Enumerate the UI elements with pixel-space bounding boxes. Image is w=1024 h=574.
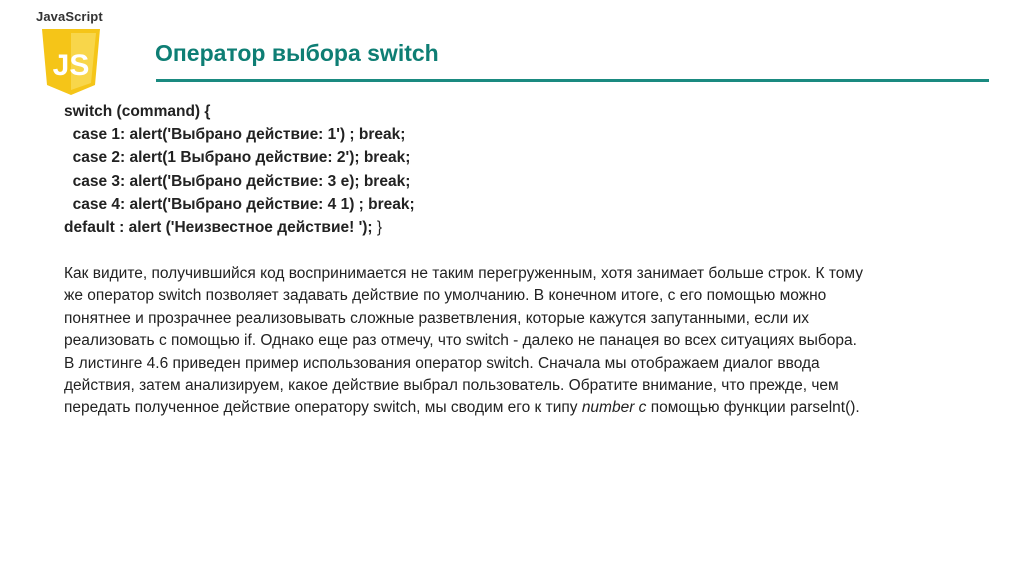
code-default-text: default : alert ('Неизвестное действие! '); — [64, 219, 373, 237]
code-closing-brace: } — [372, 219, 383, 237]
body-last-emphasis: number с — [581, 399, 647, 417]
code-block — [64, 100, 415, 239]
brand-label: JavaScript — [36, 9, 103, 24]
body-text — [64, 263, 994, 420]
code-line: switch (command) { — [64, 103, 211, 120]
code-line: case 3: alert('Выбрано действие: 3 е); break; — [64, 172, 411, 190]
body-line: реализовать с помощью if. Однако еще раз отмечу, что switch - далеко не панацея во всех ситуациях выбора. — [64, 332, 857, 350]
body-line: понятнее и прозрачнее реализовывать сложные разветвления, которые кажутся запутанными, если их — [64, 309, 809, 327]
body-last-end: помощью функции parselnt(). — [646, 399, 860, 417]
code-line: case 4: alert('Выбрано действие: 4 1) ; break; — [64, 195, 415, 213]
body-line: же оператор switch позволяет задавать действие по умолчанию. В конечном итоге, с его помощью можно — [64, 287, 827, 305]
code-line-default — [64, 216, 415, 239]
body-line-last — [64, 397, 994, 419]
body-last-start: передать полученное действие оператору switch, мы сводим его к типу — [64, 399, 582, 417]
javascript-shield-logo — [40, 27, 102, 97]
code-line: case 1: alert('Выбрано действие: 1') ; break; — [64, 126, 406, 144]
svg-text:JS: JS — [52, 49, 90, 82]
code-line: case 2: alert(1 Выбрано действие: 2'); break; — [64, 149, 411, 167]
slide-title: Оператор выбора switch — [155, 40, 439, 66]
body-line: Как видите, получившийся код воспринимается не таким перегруженным, хотя занимает больше строк. К тому — [64, 265, 863, 282]
body-line: В листинге 4.6 приведен пример использования оператор switch. Сначала мы отображаем диалог ввода — [64, 354, 820, 372]
body-line: действия, затем анализируем, какое действие выбрал пользователь. Обратите внимание, что прежде, чем — [64, 377, 839, 395]
title-divider — [156, 79, 989, 82]
